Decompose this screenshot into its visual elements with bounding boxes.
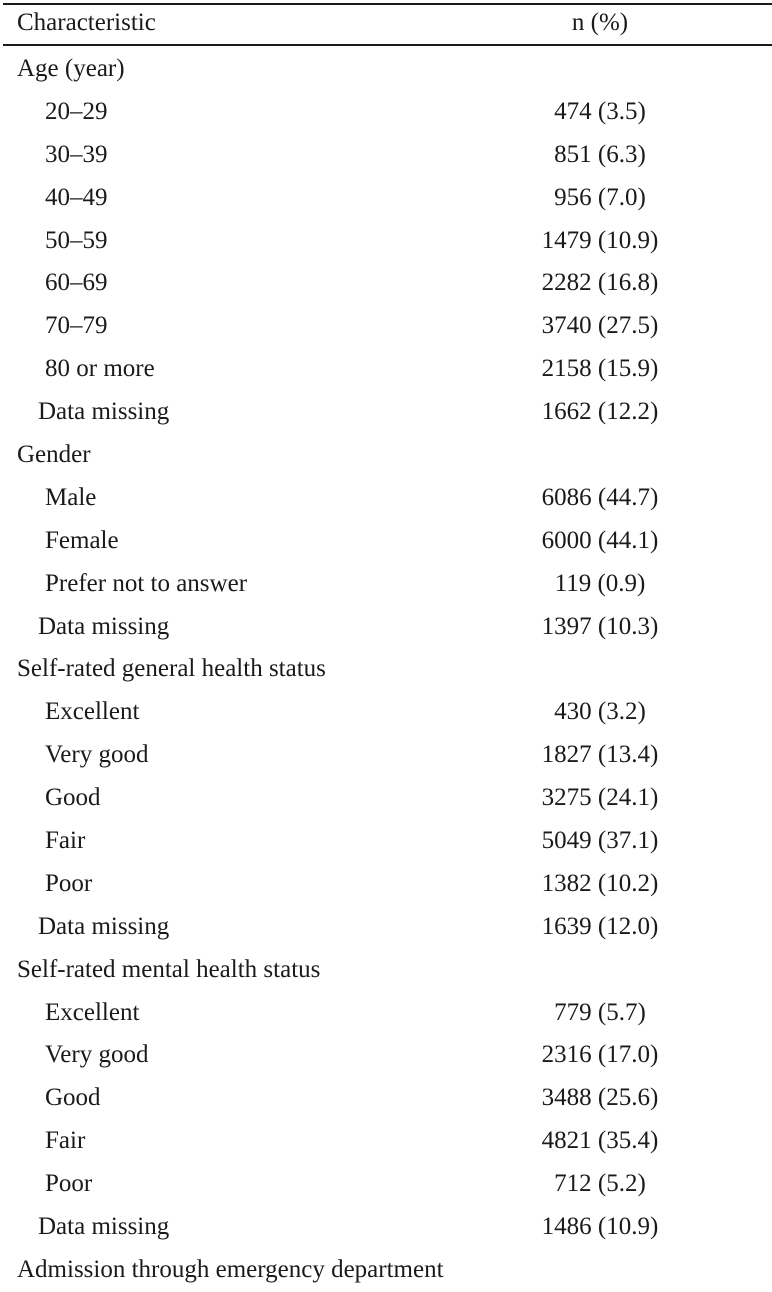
row-label: Data missing: [38, 612, 170, 640]
row-value: 2158 (15.9): [541, 355, 659, 383]
section-header-row: [0, 48, 772, 91]
row-value: 5049 (37.1): [541, 827, 659, 855]
section-label: Gender: [17, 441, 91, 469]
row-value: 712 (5.2): [554, 1170, 646, 1198]
row-value: 6086 (44.7): [541, 483, 659, 511]
table-row: [0, 777, 772, 820]
table-body: [0, 48, 772, 1292]
row-value: 1639 (12.0): [541, 912, 659, 940]
table-row: [0, 520, 772, 563]
row-label: Prefer not to answer: [45, 569, 248, 597]
row-value: 4821 (35.4): [541, 1127, 659, 1155]
data-missing-row: [0, 906, 772, 949]
table-row: [0, 91, 772, 134]
row-label: Fair: [45, 827, 86, 855]
row-value: 1397 (10.3): [541, 612, 659, 640]
row-label: Female: [45, 526, 119, 554]
section-header-row: [0, 648, 772, 691]
row-label: 20–29: [45, 97, 108, 125]
row-value: 1662 (12.2): [541, 398, 659, 426]
row-label: Data missing: [38, 1213, 170, 1241]
row-label: Data missing: [38, 912, 170, 940]
row-label: Fair: [45, 1127, 86, 1155]
row-value: 3488 (25.6): [541, 1084, 659, 1112]
row-label: Poor: [45, 1170, 93, 1198]
row-value: 1827 (13.4): [541, 741, 659, 769]
row-value: 779 (5.7): [554, 998, 646, 1026]
row-label: Excellent: [45, 998, 140, 1026]
table-row: [0, 1163, 772, 1206]
section-header-row: [0, 1249, 772, 1292]
table-row: [0, 563, 772, 606]
section-label: Self-rated mental health status: [17, 955, 321, 983]
section-header-row: [0, 949, 772, 992]
data-missing-row: [0, 391, 772, 434]
row-value: 956 (7.0): [554, 183, 646, 211]
row-label: Data missing: [38, 398, 170, 426]
row-label: Poor: [45, 869, 93, 897]
header-characteristic: Characteristic: [17, 9, 156, 36]
table-row: [0, 863, 772, 906]
data-missing-row: [0, 606, 772, 649]
row-label: 30–39: [45, 140, 108, 168]
row-label: 50–59: [45, 226, 108, 254]
table-row: [0, 220, 772, 263]
table-header-row: [0, 4, 772, 44]
row-value: 1382 (10.2): [541, 869, 659, 897]
table-row: [0, 1034, 772, 1077]
row-value: 3275 (24.1): [541, 784, 659, 812]
row-value: 1486 (10.9): [541, 1213, 659, 1241]
table-row: [0, 134, 772, 177]
section-header-row: [0, 434, 772, 477]
row-value: 474 (3.5): [554, 97, 646, 125]
row-label: 40–49: [45, 183, 108, 211]
table-row: [0, 691, 772, 734]
row-value: 2316 (17.0): [541, 1041, 659, 1069]
row-label: Very good: [45, 741, 149, 769]
table-row: [0, 734, 772, 777]
table-row: [0, 177, 772, 220]
section-label: Self-rated general health status: [17, 655, 326, 683]
section-label: Age (year): [17, 55, 125, 82]
row-value: 2282 (16.8): [541, 269, 659, 297]
row-label: 60–69: [45, 269, 108, 297]
row-value: 6000 (44.1): [541, 526, 659, 554]
row-value: 1479 (10.9): [541, 226, 659, 254]
section-label: Admission through emergency department: [17, 1255, 444, 1283]
table-row: [0, 348, 772, 391]
row-label: 70–79: [45, 312, 108, 340]
table-row: [0, 477, 772, 520]
row-value: 851 (6.3): [554, 140, 646, 168]
row-label: Very good: [45, 1041, 149, 1069]
header-n-percent: n (%): [571, 9, 629, 36]
row-label: Male: [45, 483, 97, 511]
row-value: 3740 (27.5): [541, 312, 659, 340]
row-label: Excellent: [45, 698, 140, 726]
row-label: Good: [45, 1084, 101, 1112]
table-row: [0, 1120, 772, 1163]
table-row: [0, 305, 772, 348]
table-row: [0, 992, 772, 1035]
table-row: [0, 1077, 772, 1120]
data-missing-row: [0, 1206, 772, 1249]
table-header-rule: [3, 44, 772, 46]
row-value: 430 (3.2): [554, 698, 646, 726]
row-label: Good: [45, 784, 101, 812]
table-row: [0, 262, 772, 305]
table-row: [0, 820, 772, 863]
row-value: 119 (0.9): [554, 569, 646, 597]
row-label: 80 or more: [45, 355, 155, 383]
